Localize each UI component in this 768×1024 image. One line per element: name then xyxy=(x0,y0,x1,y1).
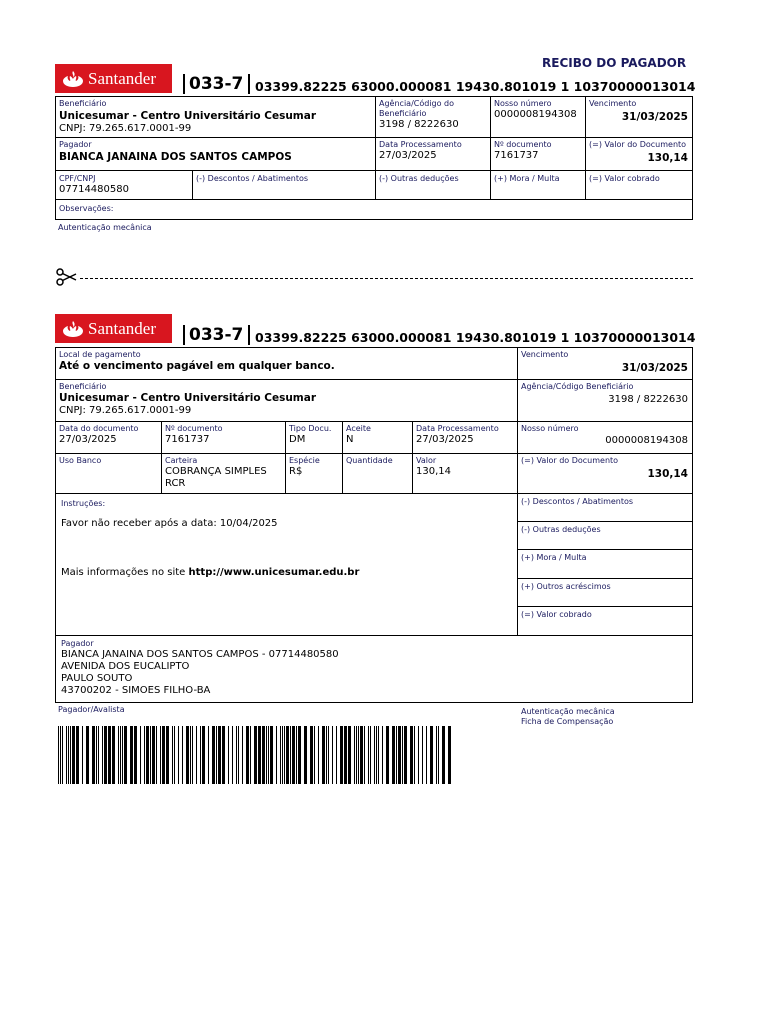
receipt-title: RECIBO DO PAGADOR xyxy=(542,56,687,70)
instrucao-2-prefix: Mais informações no site xyxy=(61,567,189,578)
instrucao-1: Favor não receber após a data: 10/04/2025 xyxy=(61,518,278,529)
agencia-label-2: Beneficiário xyxy=(379,109,427,118)
pagador-avalista-label: Pagador/Avalista xyxy=(58,705,125,714)
bank-code: 033-7 xyxy=(189,74,244,94)
vencimento-value: 31/03/2025 xyxy=(621,111,688,123)
vencimento-label: Vencimento xyxy=(521,350,569,359)
data-documento-value: 27/03/2025 xyxy=(59,434,117,445)
valor-cobrado-label: (=) Valor cobrado xyxy=(521,610,592,619)
pagador-name: BIANCA JANAINA DOS SANTOS CAMPOS xyxy=(59,151,292,163)
bank-name: Santander xyxy=(88,68,156,88)
bank-name-slip: Santander xyxy=(88,318,156,338)
nosso-numero-value: 0000008194308 xyxy=(494,109,577,120)
beneficiario-cnpj: CNPJ: 79.265.617.0001-99 xyxy=(59,123,192,134)
local-pagamento-label: Local de pagamento xyxy=(59,350,141,359)
pagador-line-2: AVENIDA DOS EUCALIPTO xyxy=(61,661,190,672)
valor-cobrado-label: (=) Valor cobrado xyxy=(589,174,660,183)
santander-flame-icon xyxy=(63,70,83,88)
pagador-label: Pagador xyxy=(61,639,94,648)
beneficiario-name: Unicesumar - Centro Universitário Cesumar xyxy=(59,392,317,404)
pagador-label: Pagador xyxy=(59,140,92,149)
outras-deducoes-label: (-) Outras deduções xyxy=(379,174,459,183)
data-processamento-value: 27/03/2025 xyxy=(379,150,437,161)
beneficiario-label: Beneficiário xyxy=(59,99,107,108)
carteira-value: COBRANÇA SIMPLES xyxy=(165,466,267,477)
valor-value: 130,14 xyxy=(416,466,451,477)
aceite-label: Aceite xyxy=(346,424,371,433)
ficha-label: Ficha de Compensação xyxy=(521,717,614,726)
valor-documento-value: 130,14 xyxy=(647,468,688,480)
scissors-icon xyxy=(55,268,77,286)
autenticacao-label: Autenticação mecânica xyxy=(58,223,152,232)
bank-code-separator-left xyxy=(183,74,185,94)
agencia-value: 3198 / 8222630 xyxy=(608,394,688,405)
mora-label: (+) Mora / Multa xyxy=(521,553,587,562)
outros-acrescimos-label: (+) Outros acréscimos xyxy=(521,582,611,591)
agencia-label: Agência/Código do xyxy=(379,99,455,108)
mora-label: (+) Mora / Multa xyxy=(494,174,560,183)
data-processamento-value: 27/03/2025 xyxy=(416,434,474,445)
beneficiario-cnpj: CNPJ: 79.265.617.0001-99 xyxy=(59,405,192,416)
agencia-value: 3198 / 8222630 xyxy=(379,119,459,130)
observacoes-label: Observações: xyxy=(59,204,114,213)
digitable-line-slip: 03399.82225 63000.000081 19430.801019 1 10370000013014 xyxy=(255,330,696,345)
local-pagamento-value: Até o vencimento pagável em qualquer banco. xyxy=(59,360,335,372)
numero-documento-label: Nº documento xyxy=(165,424,223,433)
agencia-label: Agência/Código Beneficiário xyxy=(521,382,634,391)
descontos-label: (-) Descontos / Abatimentos xyxy=(521,497,634,506)
quantidade-label: Quantidade xyxy=(346,456,393,465)
bank-code-separator-right xyxy=(248,325,250,345)
numero-documento-label: Nº documento xyxy=(494,140,552,149)
santander-flame-icon xyxy=(63,320,83,338)
cpf-value: 07714480580 xyxy=(59,184,129,195)
barcode xyxy=(58,726,452,784)
pagador-line-3: PAULO SOUTO xyxy=(61,673,133,684)
numero-documento-value: 7161737 xyxy=(165,434,210,445)
data-processamento-label: Data Processamento xyxy=(379,140,462,149)
outras-deducoes-label: (-) Outras deduções xyxy=(521,525,601,534)
nosso-numero-label: Nosso número xyxy=(494,99,552,108)
especie-value: R$ xyxy=(289,466,303,477)
uso-banco-label: Uso Banco xyxy=(59,456,102,465)
nosso-numero-value: 0000008194308 xyxy=(605,435,688,446)
nosso-numero-label: Nosso número xyxy=(521,424,579,433)
digitable-line: 03399.82225 63000.000081 19430.801019 1 10370000013014 xyxy=(255,79,696,94)
valor-documento-label: (=) Valor do Documento xyxy=(589,140,687,149)
data-documento-label: Data do documento xyxy=(59,424,139,433)
data-processamento-label: Data Processamento xyxy=(416,424,499,433)
bank-code-separator-left xyxy=(183,325,185,345)
beneficiario-label: Beneficiário xyxy=(59,382,107,391)
tipo-doc-value: DM xyxy=(289,434,306,445)
autenticacao-label: Autenticação mecânica xyxy=(521,707,615,716)
instrucao-2 xyxy=(61,567,359,579)
bank-logo-slip xyxy=(55,314,172,343)
numero-documento-value: 7161737 xyxy=(494,150,539,161)
tipo-doc-label: Tipo Docu. xyxy=(289,424,332,433)
instrucoes-label: Instruções: xyxy=(61,499,106,508)
cut-line xyxy=(80,278,693,279)
pagador-line-4: 43700202 - SIMOES FILHO-BA xyxy=(61,685,211,696)
especie-label: Espécie xyxy=(289,456,320,465)
valor-documento-value: 130,14 xyxy=(647,152,688,164)
carteira-value-2: RCR xyxy=(165,478,186,489)
descontos-label: (-) Descontos / Abatimentos xyxy=(196,174,309,183)
pagador-line-1: BIANCA JANAINA DOS SANTOS CAMPOS - 07714480580 xyxy=(61,649,339,660)
cpf-label: CPF/CNPJ xyxy=(59,174,96,183)
beneficiario-name: Unicesumar - Centro Universitário Cesumar xyxy=(59,110,317,122)
carteira-label: Carteira xyxy=(165,456,198,465)
bank-code-slip: 033-7 xyxy=(189,325,244,345)
vencimento-label: Vencimento xyxy=(589,99,637,108)
instrucao-2-link: http://www.unicesumar.edu.br xyxy=(188,567,360,578)
vencimento-value: 31/03/2025 xyxy=(621,362,688,374)
valor-label: Valor xyxy=(416,456,437,465)
aceite-value: N xyxy=(346,434,354,445)
valor-documento-label: (=) Valor do Documento xyxy=(521,456,619,465)
bank-code-separator-right xyxy=(248,74,250,94)
bank-logo xyxy=(55,64,172,93)
